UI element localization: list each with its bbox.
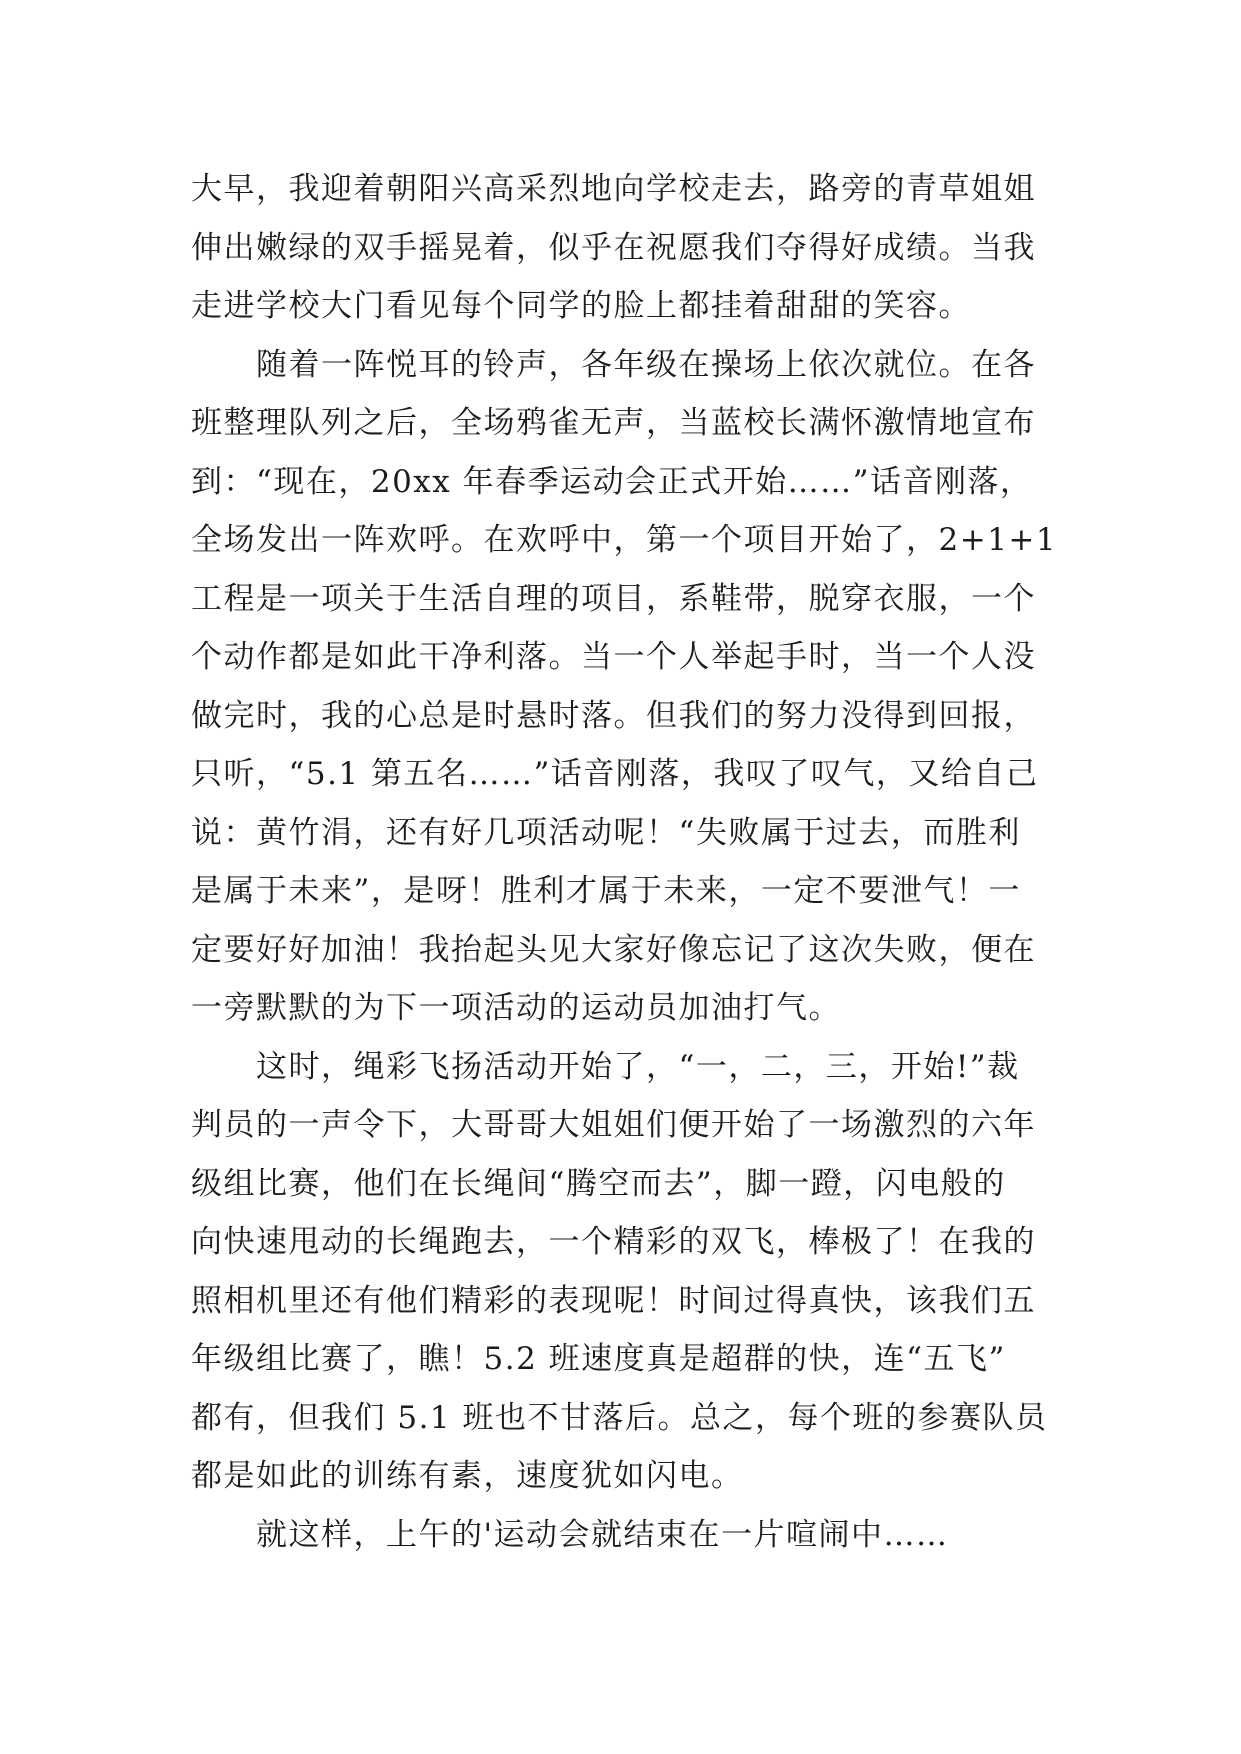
- text-line: 个动作都是如此干净利落。当一个人举起手时，当一个人没: [191, 639, 1036, 675]
- text-line: 是属于未来”，是呀！胜利才属于未来，一定不要泄气！一: [191, 873, 1021, 909]
- text-line: 这时，绳彩飞扬活动开始了，“一，二，三，开始!”裁: [191, 1048, 1020, 1085]
- text-line: 都是如此的训练有素，速度犹如闪电。: [191, 1458, 744, 1494]
- text-line: 向快速甩动的长绳跑去，一个精彩的双飞，棒极了！在我的: [191, 1224, 1036, 1260]
- text-line: 年级组比赛了，瞧！5.2 班速度真是超群的快，连“五飞”: [191, 1341, 1006, 1377]
- text-line: 到：“现在，20xx 年春季运动会正式开始……”话音刚落，: [191, 463, 1033, 500]
- text-line: 随着一阵悦耳的铃声，各年级在操场上依次就位。在各: [191, 346, 1036, 383]
- text-line: 定要好好加油！我抬起头见大家好像忘记了这次失败，便在: [191, 931, 1036, 968]
- text-line: 说：黄竹涓，还有好几项活动呢！“失败属于过去，而胜利: [191, 814, 1021, 851]
- text-line: 大早，我迎着朝阳兴高采烈地向学校走去，路旁的青草姐姐: [191, 171, 1036, 207]
- text-line: 照相机里还有他们精彩的表现呢！时间过得真快，该我们五: [191, 1282, 1036, 1319]
- text-line: 做完时，我的心总是时悬时落。但我们的努力没得到回报，: [191, 697, 1036, 734]
- text-line: 都有，但我们 5.1 班也不甘落后。总之，每个班的参赛队员: [191, 1399, 1048, 1436]
- text-line: 伸出嫩绿的双手摇晃着，似乎在祝愿我们夺得好成绩。当我: [191, 229, 1036, 266]
- text-line: 全场发出一阵欢呼。在欢呼中，第一个项目开始了，2+1+1: [191, 522, 1058, 558]
- text-line: 就这样，上午的'运动会就结束在一片喧闹中……: [191, 1516, 949, 1553]
- text-line: 班整理队列之后，全场鸦雀无声，当蓝校长满怀激情地宣布: [191, 405, 1036, 441]
- text-line: 工程是一项关于生活自理的项目，系鞋带，脱穿衣服，一个: [191, 580, 1036, 617]
- body-text: [191, 160, 1058, 1564]
- text-line: 走进学校大门看见每个同学的脸上都挂着甜甜的笑容。: [191, 288, 971, 324]
- text-line: 级组比赛，他们在长绳间“腾空而去”，脚一蹬，闪电般的: [191, 1165, 1006, 1202]
- text-line: 只听，“5.1 第五名……”话音刚落，我叹了叹气，又给自己: [191, 756, 1039, 792]
- text-line: 判员的一声令下，大哥哥大姐姐们便开始了一场激烈的六年: [191, 1107, 1036, 1143]
- text-line: 一旁默默的为下一项活动的运动员加油打气。: [191, 990, 841, 1026]
